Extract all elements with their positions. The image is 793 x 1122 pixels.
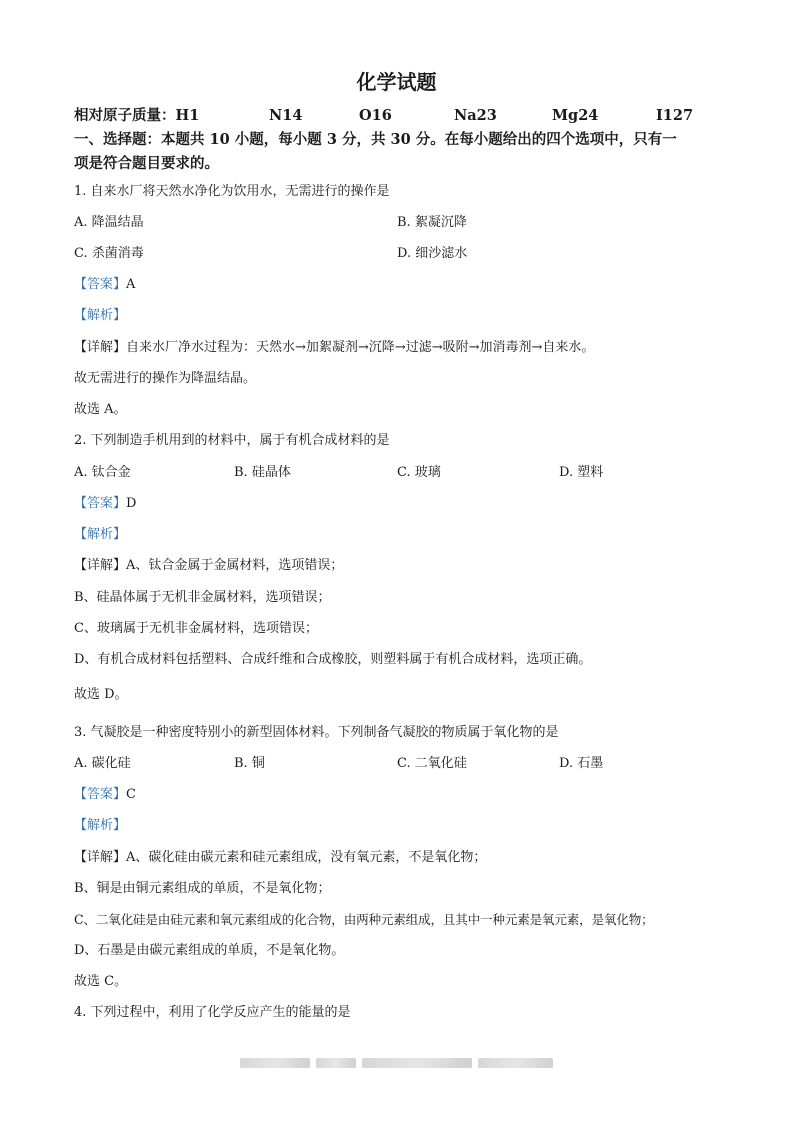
analysis-tag: 【解析】 bbox=[74, 818, 127, 833]
atomic-mass-item: I127 bbox=[656, 107, 694, 124]
atomic-mass-item: O16 bbox=[359, 107, 392, 124]
page-title: 化学试题 bbox=[356, 70, 437, 94]
atomic-mass-line bbox=[74, 107, 714, 125]
option-row bbox=[74, 755, 734, 773]
option-row bbox=[74, 214, 734, 232]
analysis-tag: 【解析】 bbox=[74, 527, 127, 542]
option-c: C. 二氧化硅 bbox=[397, 756, 467, 771]
detail-line: B、硅晶体属于无机非金属材料，选项错误； bbox=[74, 590, 331, 605]
question-stem: 4. 下列过程中，利用了化学反应产生的能量的是 bbox=[74, 1005, 351, 1020]
option-b: B. 絮凝沉降 bbox=[397, 215, 467, 230]
section-heading: 一、选择题：本题共 10 小题，每小题 3 分，共 30 分。在每小题给出的四个选项中，只有一 bbox=[74, 131, 677, 148]
detail-text: A、钛合金属于金属材料，选项错误； bbox=[126, 558, 344, 573]
answer-tag: 【答案】 bbox=[74, 496, 127, 511]
option-b: B. 铜 bbox=[234, 756, 265, 771]
option-b: B. 硅晶体 bbox=[234, 465, 291, 480]
detail-line: D、有机合成材料包括塑料、合成纤维和合成橡胶，则塑料属于有机合成材料，选项正确。 bbox=[74, 652, 592, 667]
answer-tag: 【答案】 bbox=[74, 787, 127, 802]
answer-line bbox=[74, 495, 739, 513]
detail-line: C、二氧化硅是由硅元素和氧元素组成的化合物，由两种元素组成，且其中一种元素是氧元素，是氧化物； bbox=[74, 912, 654, 927]
atomic-mass-item: N14 bbox=[269, 107, 303, 124]
question-stem: 1. 自来水厂将天然水净化为饮用水，无需进行的操作是 bbox=[74, 184, 390, 199]
option-a: A. 碳化硅 bbox=[74, 756, 131, 771]
detail-line bbox=[74, 339, 739, 357]
detail-text: 自来水厂净水过程为：天然水→加絮凝剂→沉降→过滤→吸附→加消毒剂→自来水。 bbox=[126, 340, 595, 355]
detail-line bbox=[74, 557, 739, 575]
detail-tag: 【详解】 bbox=[74, 850, 127, 865]
option-d: D. 细沙滤水 bbox=[397, 246, 468, 261]
detail-line: C、玻璃属于无机非金属材料，选项错误； bbox=[74, 621, 318, 636]
conclusion-line: 故选 C。 bbox=[74, 974, 128, 989]
detail-tag: 【详解】 bbox=[74, 340, 127, 355]
answer-value: D bbox=[126, 496, 137, 511]
answer-value: C bbox=[126, 787, 136, 802]
detail-line bbox=[74, 849, 739, 867]
detail-text: A、碳化硅由碳元素和硅元素组成，没有氧元素，不是氧化物； bbox=[126, 850, 487, 865]
blurred-footer-watermark bbox=[240, 1056, 556, 1070]
answer-tag: 【答案】 bbox=[74, 277, 127, 292]
detail-line: B、铜是由铜元素组成的单质，不是氧化物； bbox=[74, 881, 331, 896]
section-heading-cont: 项是符合题目要求的。 bbox=[74, 155, 219, 172]
option-row bbox=[74, 464, 734, 482]
option-row bbox=[74, 245, 734, 263]
answer-line bbox=[74, 276, 739, 294]
option-d: D. 石墨 bbox=[559, 756, 604, 771]
option-d: D. 塑料 bbox=[559, 465, 604, 480]
detail-line: D、石墨是由碳元素组成的单质，不是氧化物。 bbox=[74, 943, 345, 958]
answer-line bbox=[74, 786, 739, 804]
question-stem: 2. 下列制造手机用到的材料中，属于有机合成材料的是 bbox=[74, 433, 390, 448]
detail-tag: 【详解】 bbox=[74, 558, 127, 573]
option-a: A. 钛合金 bbox=[74, 465, 131, 480]
analysis-tag: 【解析】 bbox=[74, 308, 127, 323]
answer-value: A bbox=[126, 277, 136, 292]
question-stem: 3. 气凝胶是一种密度特别小的新型固体材料。下列制备气凝胶的物质属于氧化物的是 bbox=[74, 725, 559, 740]
detail-line: 故无需进行的操作为降温结晶。 bbox=[74, 371, 257, 386]
option-c: C. 杀菌消毒 bbox=[74, 246, 144, 261]
atomic-mass-label: 相对原子质量：H1 bbox=[74, 107, 200, 124]
option-a: A. 降温结晶 bbox=[74, 215, 144, 230]
option-c: C. 玻璃 bbox=[397, 465, 441, 480]
conclusion-line: 故选 D。 bbox=[74, 687, 128, 702]
conclusion-line: 故选 A。 bbox=[74, 402, 127, 417]
atomic-mass-item: Mg24 bbox=[552, 107, 599, 124]
atomic-mass-item: Na23 bbox=[454, 107, 497, 124]
